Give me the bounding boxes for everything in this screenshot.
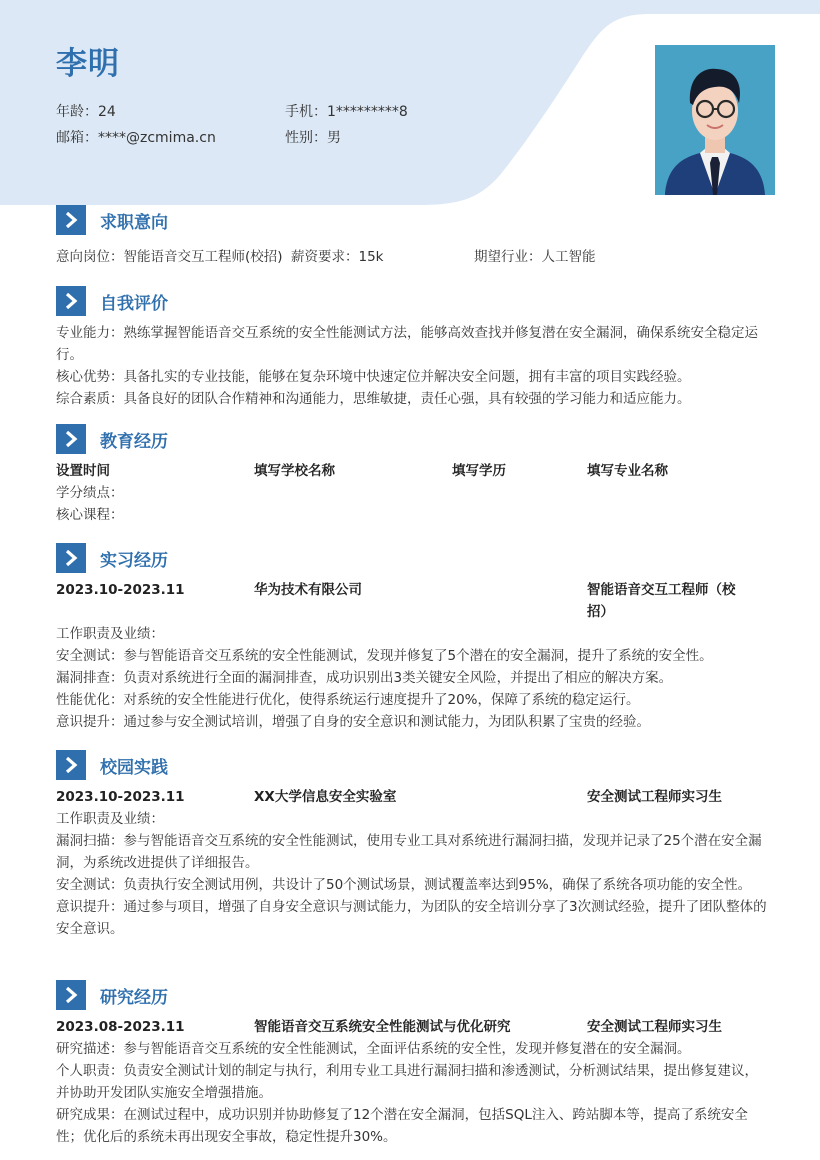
profile-photo bbox=[655, 45, 775, 195]
info-age-value: 24 bbox=[98, 104, 116, 120]
intern-role: 智能语音交互工程师（校招） bbox=[587, 582, 736, 620]
intern-line: 安全测试：参与智能语音交互系统的安全性能测试，发现并修复了5个潜在的安全漏洞，提升了系统的安全性。 bbox=[56, 648, 713, 664]
edu-degree: 填写学历 bbox=[452, 463, 506, 479]
intern-company: 华为技术有限公司 bbox=[254, 582, 362, 598]
info-gender-label: 性别： bbox=[285, 130, 327, 146]
section-title: 校园实践 bbox=[100, 757, 168, 778]
campus-line: 漏洞扫描：参与智能语音交互系统的安全性能测试，使用专业工具对系统进行漏洞扫描，发现并记录了25个潜在安全漏洞，为系统改进提供了详细报告。 bbox=[56, 833, 762, 871]
intern-line: 漏洞排查：负责对系统进行全面的漏洞排查，成功识别出3类关键安全风险，并提出了相应的解决方案。 bbox=[56, 670, 673, 686]
research-line: 研究成果：在测试过程中，成功识别并协助修复了12个潜在安全漏洞，包括SQL注入、跨站脚本等，提高了系统安全性；优化后的系统未再出现安全事故，稳定性提升30%。 bbox=[56, 1107, 748, 1145]
info-email bbox=[56, 127, 216, 147]
edu-gpa: 学分绩点： bbox=[56, 485, 124, 501]
info-age bbox=[56, 101, 116, 121]
chevron-right-icon bbox=[56, 286, 86, 316]
research-line: 个人职责：负责安全测试计划的制定与执行，利用专业工具进行漏洞扫描和渗透测试，分析测试结果，提出修复建议，并协助开发团队实施安全增强措施。 bbox=[56, 1063, 758, 1101]
info-phone-value: 1*********8 bbox=[327, 104, 408, 120]
intent-salary: 薪资要求：15k bbox=[291, 249, 384, 265]
info-phone bbox=[285, 101, 408, 121]
intent-position: 意向岗位：智能语音交互工程师(校招) bbox=[56, 249, 283, 265]
self-eval-line: 综合素质：具备良好的团队合作精神和沟通能力，思维敏捷，责任心强，具有较强的学习能力和适应能力。 bbox=[56, 391, 691, 407]
campus-intro: 工作职责及业绩： bbox=[56, 811, 164, 827]
section-internship bbox=[56, 543, 768, 733]
research-time: 2023.08-2023.11 bbox=[56, 1019, 185, 1035]
info-phone-label: 手机： bbox=[285, 104, 327, 120]
intern-line: 意识提升：通过参与安全测试培训，增强了自身的安全意识和测试能力，为团队积累了宝贵的经验。 bbox=[56, 714, 650, 730]
section-title: 求职意向 bbox=[100, 212, 168, 233]
info-email-value: ****@zcmima.cn bbox=[98, 130, 216, 146]
section-title: 研究经历 bbox=[100, 987, 168, 1008]
intern-time: 2023.10-2023.11 bbox=[56, 582, 185, 598]
chevron-right-icon bbox=[56, 750, 86, 780]
section-title: 教育经历 bbox=[100, 431, 168, 452]
campus-role: 安全测试工程师实习生 bbox=[587, 789, 722, 805]
campus-line: 意识提升：通过参与项目，增强了自身安全意识与测试能力，为团队的安全培训分享了3次测试经验，提升了团队整体的安全意识。 bbox=[56, 899, 767, 937]
intern-line: 性能优化：对系统的安全性能进行优化，使得系统运行速度提升了20%，保障了系统的稳定运行。 bbox=[56, 692, 640, 708]
self-eval-line: 专业能力：熟练掌握智能语音交互系统的安全性能测试方法，能够高效查找并修复潜在安全漏洞，确保系统安全稳定运行。 bbox=[56, 325, 758, 363]
chevron-right-icon bbox=[56, 205, 86, 235]
campus-line: 安全测试：负责执行安全测试用例，共设计了50个测试场景，测试覆盖率达到95%，确保了系统各项功能的安全性。 bbox=[56, 877, 752, 893]
edu-school: 填写学校名称 bbox=[254, 463, 335, 479]
section-title: 实习经历 bbox=[100, 550, 168, 571]
info-gender bbox=[285, 127, 341, 147]
chevron-right-icon bbox=[56, 543, 86, 573]
edu-time: 设置时间 bbox=[56, 463, 110, 479]
section-research bbox=[56, 980, 768, 1148]
info-email-label: 邮箱： bbox=[56, 130, 98, 146]
campus-time: 2023.10-2023.11 bbox=[56, 789, 185, 805]
research-line: 研究描述：参与智能语音交互系统的安全性能测试，全面评估系统的安全性，发现并修复潜在的安全漏洞。 bbox=[56, 1041, 691, 1057]
section-campus-practice bbox=[56, 750, 768, 940]
intent-industry: 期望行业：人工智能 bbox=[474, 249, 596, 265]
section-self-evaluation bbox=[56, 286, 768, 410]
section-title: 自我评价 bbox=[100, 293, 168, 314]
section-job-intent bbox=[56, 205, 768, 268]
chevron-right-icon bbox=[56, 424, 86, 454]
research-role: 安全测试工程师实习生 bbox=[587, 1019, 722, 1035]
candidate-name: 李明 bbox=[56, 46, 120, 82]
info-gender-value: 男 bbox=[327, 130, 341, 146]
section-education bbox=[56, 424, 768, 526]
edu-courses: 核心课程： bbox=[56, 507, 124, 523]
research-project: 智能语音交互系统安全性能测试与优化研究 bbox=[254, 1019, 511, 1035]
info-age-label: 年龄： bbox=[56, 104, 98, 120]
chevron-right-icon bbox=[56, 980, 86, 1010]
edu-major: 填写专业名称 bbox=[587, 463, 668, 479]
intern-intro: 工作职责及业绩： bbox=[56, 626, 164, 642]
campus-org: XX大学信息安全实验室 bbox=[254, 789, 397, 805]
self-eval-line: 核心优势：具备扎实的专业技能，能够在复杂环境中快速定位并解决安全问题，拥有丰富的项目实践经验。 bbox=[56, 369, 691, 385]
